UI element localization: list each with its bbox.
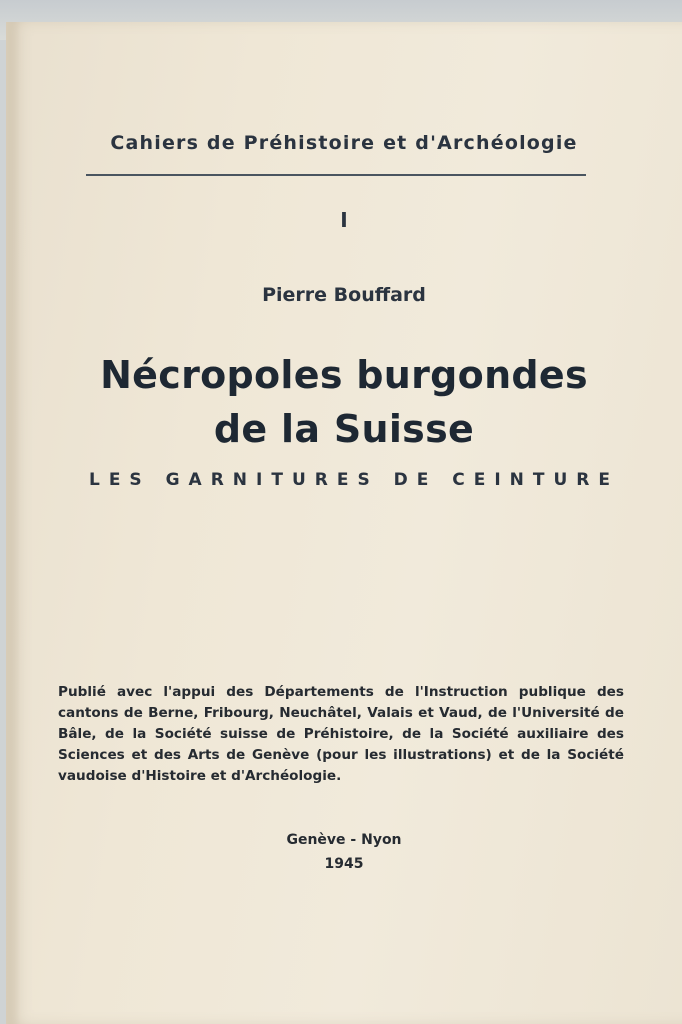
page-gutter-shadow [6,22,20,1024]
title-line-2: de la Suisse [213,407,475,451]
divider-rule [86,174,586,176]
volume-number: I [340,208,348,232]
publication-note: Publié avec l'appui des Départements de l'Instruction publique des cantons de Berne, Fribourg, Neuchâtel, Valais et Vaud, de l'Université de Bâle, de la Société suisse de Préhistoire, de la Société auxiliaire des Sciences et des Arts de Genève (pour les illustrations) et de la Société vaudoise d'Histoire et d'Archéologie. [58,684,624,784]
book-subtitle: LES GARNITURES DE CEINTURE [88,470,619,490]
author-name: Pierre Bouffard [262,284,426,306]
series-title: Cahiers de Préhistoire et d'Archéologie [110,132,578,154]
publication-year: 1945 [324,856,364,872]
title-line-1: Nécropoles burgondes [100,353,588,397]
publication-place: Genève - Nyon [286,832,402,848]
book-title [6,348,682,456]
book-page [6,22,682,1024]
